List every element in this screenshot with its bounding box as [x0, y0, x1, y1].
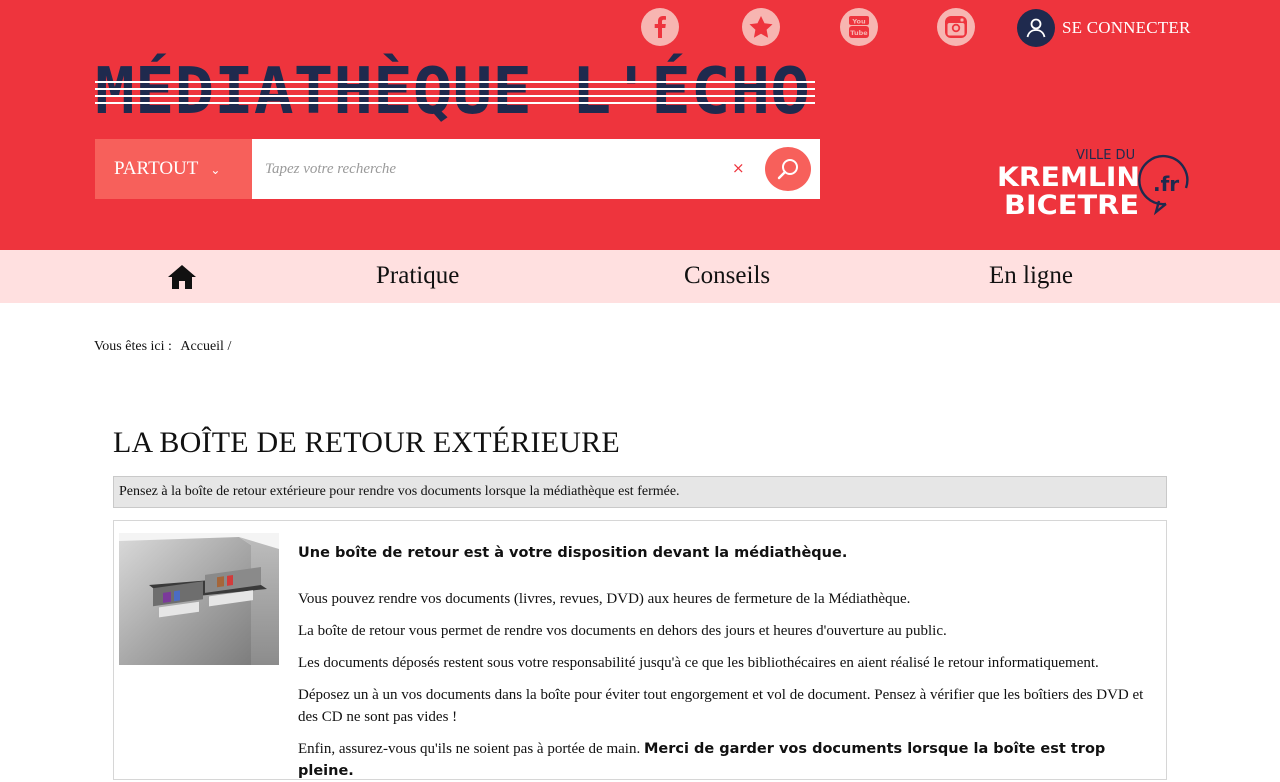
svg-text:Tube: Tube	[850, 29, 868, 37]
page-title: LA BOÎTE DE RETOUR EXTÉRIEURE	[113, 426, 620, 459]
facebook-icon[interactable]	[641, 8, 679, 46]
search-scope-label: PARTOUT	[114, 158, 199, 179]
nav-item-pratique[interactable]: Pratique	[376, 262, 460, 289]
paragraph-3: Les documents déposés restent sous votre responsabilité jusqu'à ce que les bibliothécaires en aient réalisé le retour informatiquement.	[298, 655, 1099, 671]
nav-item-en-ligne[interactable]: En ligne	[989, 262, 1074, 289]
article-body	[113, 520, 1167, 780]
return-box-image	[119, 533, 279, 665]
search-icon	[776, 157, 800, 181]
chevron-down-icon: ⌄	[210, 162, 221, 177]
main-nav	[0, 250, 1280, 303]
search-box	[252, 139, 820, 199]
youtube-icon[interactable]	[840, 8, 878, 46]
paragraph-5	[298, 738, 1158, 782]
paragraph-4: Déposez un à un vos documents dans la boîte pour éviter tout engorgement et vol de document. Pensez à vérifier que les boîtiers des DVD et des CD ne sont pas vides !	[298, 687, 1144, 725]
user-icon[interactable]	[1017, 9, 1055, 47]
site-logo[interactable]	[95, 55, 815, 129]
search-button[interactable]	[765, 147, 811, 191]
partner-logo-line3: BICETRE	[1004, 190, 1139, 221]
search-input[interactable]	[252, 139, 722, 199]
partner-logo-line2: KREMLIN	[997, 162, 1140, 193]
nav-item-conseils[interactable]: Conseils	[684, 262, 771, 289]
partner-logo-suffix: .fr	[1153, 172, 1180, 196]
clear-icon[interactable]: ×	[732, 159, 745, 177]
paragraph-5-text: Enfin, assurez-vous qu'ils ne soient pas à portée de main.	[298, 741, 641, 757]
instagram-icon[interactable]	[937, 8, 975, 46]
partner-logo-line1: VILLE DU	[1076, 148, 1136, 163]
site-header	[0, 0, 1280, 250]
paragraph-2: La boîte de retour vous permet de rendre vos documents en dehors des jours et heures d'ouverture au public.	[298, 623, 947, 639]
home-icon[interactable]	[167, 264, 197, 290]
article-lead: Une boîte de retour est à votre disposition devant la médiathèque.	[298, 545, 848, 561]
paragraph-1: Vous pouvez rendre vos documents (livres, revues, DVD) aux heures de fermeture de la Médiathèque.	[298, 591, 911, 607]
intro-box: Pensez à la boîte de retour extérieure pour rendre vos documents lorsque la médiathèque est fermée.	[113, 476, 1167, 508]
svg-text:You: You	[852, 17, 866, 26]
login-link[interactable]: SE CONNECTER	[1062, 18, 1191, 37]
kremlin-bicetre-logo[interactable]	[996, 146, 1192, 221]
search-scope-select[interactable]	[95, 139, 252, 199]
paragraph-5-strong: Merci de garder vos documents lorsque la boîte est trop pleine.	[298, 741, 1106, 779]
logo-text: MÉDIATHÈQUE L'ÉCHO	[95, 55, 789, 129]
breadcrumb	[94, 339, 231, 355]
star-icon[interactable]	[742, 8, 780, 46]
breadcrumb-separator: /	[227, 339, 232, 354]
breadcrumb-home-link[interactable]: Accueil	[180, 339, 224, 354]
breadcrumb-prefix: Vous êtes ici :	[94, 339, 172, 354]
